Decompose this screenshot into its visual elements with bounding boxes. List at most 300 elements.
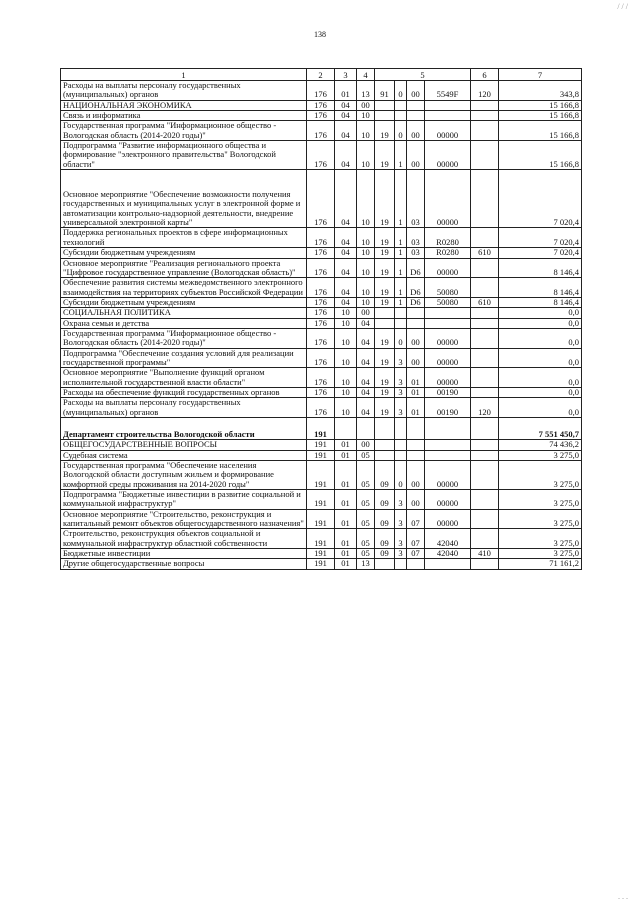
row-csr-b: 1 (395, 278, 407, 298)
row-sum: 74 436,2 (499, 440, 582, 450)
row-pr: 13 (357, 559, 375, 569)
row-csr-c (407, 318, 425, 328)
row-csr-c: 03 (407, 170, 425, 228)
row-ved: 176 (307, 387, 335, 397)
header-cell-3: 3 (335, 69, 357, 81)
row-vr: 610 (471, 297, 499, 307)
row-rz: 10 (335, 308, 357, 318)
table-row (61, 111, 582, 121)
row-csr-b (395, 318, 407, 328)
row-csr-d (425, 111, 471, 121)
row-name: Поддержка региональных проектов в сфере информационных технологий (61, 228, 307, 248)
row-csr-d: 00000 (425, 121, 471, 141)
row-name: Расходы на обеспечение функций государственных органов (61, 387, 307, 397)
row-vr (471, 509, 499, 529)
row-rz: 04 (335, 297, 357, 307)
row-sum: 0,0 (499, 328, 582, 348)
table-row (61, 278, 582, 298)
row-csr-d: 00000 (425, 141, 471, 170)
row-csr-b: 0 (395, 328, 407, 348)
row-csr-c: 01 (407, 398, 425, 418)
row-csr-a: 91 (375, 81, 395, 101)
row-csr-c: 03 (407, 228, 425, 248)
row-csr-d: 00000 (425, 170, 471, 228)
row-ved: 176 (307, 368, 335, 388)
row-rz: 01 (335, 509, 357, 529)
table-row (61, 258, 582, 278)
row-pr: 05 (357, 509, 375, 529)
row-name: Расходы на выплаты персоналу государственных (муниципальных) органов (61, 81, 307, 101)
row-sum: 71 161,2 (499, 559, 582, 569)
row-sum: 0,0 (499, 398, 582, 418)
row-csr-c: 07 (407, 529, 425, 549)
row-csr-c: 00 (407, 490, 425, 510)
table-row (61, 308, 582, 318)
row-pr: 13 (357, 81, 375, 101)
table-row (61, 440, 582, 450)
row-rz: 01 (335, 549, 357, 559)
row-sum: 8 146,4 (499, 297, 582, 307)
row-vr (471, 328, 499, 348)
row-csr-a (375, 418, 395, 440)
row-csr-c: 07 (407, 509, 425, 529)
row-name: Основное мероприятие "Строительство, реконструкция и капитальный ремонт объектов общегосударственного назначения" (61, 509, 307, 529)
row-csr-a: 19 (375, 278, 395, 298)
row-csr-b: 3 (395, 398, 407, 418)
row-pr: 04 (357, 328, 375, 348)
row-ved: 176 (307, 228, 335, 248)
row-rz: 04 (335, 278, 357, 298)
row-vr (471, 348, 499, 368)
row-csr-d: 00190 (425, 398, 471, 418)
row-name: Основное мероприятие "Реализация регионального проекта "Цифровое государственное управление (Вологодская область)" (61, 258, 307, 278)
row-csr-d (425, 440, 471, 450)
row-ved: 176 (307, 248, 335, 258)
row-pr: 10 (357, 228, 375, 248)
table-row (61, 461, 582, 490)
page-number: 138 (314, 30, 326, 39)
row-csr-c (407, 440, 425, 450)
row-rz: 01 (335, 461, 357, 490)
row-rz: 04 (335, 170, 357, 228)
row-ved: 176 (307, 141, 335, 170)
row-csr-c (407, 418, 425, 440)
row-pr: 04 (357, 348, 375, 368)
row-pr: 10 (357, 248, 375, 258)
row-csr-a: 09 (375, 529, 395, 549)
row-vr (471, 308, 499, 318)
row-csr-c: 07 (407, 549, 425, 559)
table-row (61, 141, 582, 170)
row-rz: 10 (335, 318, 357, 328)
row-rz: 04 (335, 248, 357, 258)
row-vr: 120 (471, 398, 499, 418)
row-rz: 01 (335, 81, 357, 101)
row-ved: 176 (307, 297, 335, 307)
row-vr (471, 121, 499, 141)
row-sum: 343,8 (499, 81, 582, 101)
row-csr-c: D6 (407, 278, 425, 298)
header-cell-7: 7 (499, 69, 582, 81)
row-rz: 01 (335, 450, 357, 460)
row-name: НАЦИОНАЛЬНАЯ ЭКОНОМИКА (61, 100, 307, 110)
table-row (61, 387, 582, 397)
row-pr: 05 (357, 529, 375, 549)
row-sum: 0,0 (499, 387, 582, 397)
row-ved: 191 (307, 418, 335, 440)
row-pr: 05 (357, 549, 375, 559)
row-name: СОЦИАЛЬНАЯ ПОЛИТИКА (61, 308, 307, 318)
row-name: Охрана семьи и детства (61, 318, 307, 328)
row-rz: 04 (335, 258, 357, 278)
table-row (61, 248, 582, 258)
table-row (61, 398, 582, 418)
row-csr-b: 0 (395, 121, 407, 141)
row-sum: 7 020,4 (499, 170, 582, 228)
row-vr: 410 (471, 549, 499, 559)
row-csr-a: 19 (375, 297, 395, 307)
row-csr-c: 01 (407, 368, 425, 388)
row-csr-b: 3 (395, 348, 407, 368)
table-row (61, 529, 582, 549)
row-sum: 8 146,4 (499, 258, 582, 278)
row-pr: 04 (357, 387, 375, 397)
row-ved: 176 (307, 121, 335, 141)
row-csr-d (425, 308, 471, 318)
row-ved: 191 (307, 549, 335, 559)
table-row (61, 509, 582, 529)
row-csr-d: 00000 (425, 328, 471, 348)
row-sum: 0,0 (499, 308, 582, 318)
row-rz: 10 (335, 348, 357, 368)
row-csr-a: 09 (375, 490, 395, 510)
row-csr-a: 09 (375, 461, 395, 490)
row-vr (471, 529, 499, 549)
row-csr-c: 00 (407, 121, 425, 141)
row-name: Подпрограмма "Обеспечение создания условий для реализации государственной программы" (61, 348, 307, 368)
row-sum: 0,0 (499, 348, 582, 368)
row-sum: 7 020,4 (499, 248, 582, 258)
table-header (61, 69, 582, 81)
row-csr-b: 3 (395, 368, 407, 388)
row-rz: 04 (335, 121, 357, 141)
row-ved: 176 (307, 258, 335, 278)
header-cell-4: 4 (357, 69, 375, 81)
header-cell-1: 1 (61, 69, 307, 81)
row-csr-c (407, 559, 425, 569)
row-csr-d (425, 450, 471, 460)
row-csr-b: 1 (395, 170, 407, 228)
row-csr-d: 00000 (425, 461, 471, 490)
row-csr-a (375, 559, 395, 569)
row-csr-a (375, 100, 395, 110)
table-row (61, 170, 582, 228)
row-csr-b (395, 418, 407, 440)
row-csr-a: 19 (375, 328, 395, 348)
row-vr (471, 100, 499, 110)
row-ved: 191 (307, 509, 335, 529)
row-name: Государственная программа "Информационное общество - Вологодская область (2014-2020 годы)" (61, 121, 307, 141)
row-rz: 10 (335, 398, 357, 418)
row-pr: 05 (357, 490, 375, 510)
row-csr-b (395, 308, 407, 318)
table-row (61, 318, 582, 328)
row-rz: 04 (335, 111, 357, 121)
row-pr: 04 (357, 398, 375, 418)
row-vr (471, 170, 499, 228)
row-csr-b (395, 440, 407, 450)
row-sum: 3 275,0 (499, 509, 582, 529)
row-sum: 7 551 450,7 (499, 418, 582, 440)
row-vr (471, 258, 499, 278)
row-name: Департамент строительства Вологодской области (61, 418, 307, 440)
row-name: Подпрограмма "Развитие информационного общества и формирование "электронного правительства" Вологодской области" (61, 141, 307, 170)
row-csr-d (425, 100, 471, 110)
row-sum: 3 275,0 (499, 461, 582, 490)
row-ved: 176 (307, 308, 335, 318)
row-rz (335, 418, 357, 440)
row-name: Государственная программа "Обеспечение населения Вологодской области доступным жильем и формирование комфортной среды проживания на 2014-2020 годы" (61, 461, 307, 490)
row-name: Строительство, реконструкция объектов социальной и коммунальной инфраструктур областной собственности (61, 529, 307, 549)
row-pr: 05 (357, 461, 375, 490)
row-ved: 191 (307, 490, 335, 510)
row-csr-d: 5549F (425, 81, 471, 101)
row-ved: 176 (307, 398, 335, 418)
row-name: Основное мероприятие "Выполнение функций органом исполнительной государственной власти области" (61, 368, 307, 388)
row-csr-a: 19 (375, 228, 395, 248)
row-csr-d: 00000 (425, 258, 471, 278)
row-csr-b: 1 (395, 228, 407, 248)
row-csr-a (375, 440, 395, 450)
row-pr: 10 (357, 111, 375, 121)
row-pr: 10 (357, 278, 375, 298)
header-cell-5: 5 (375, 69, 471, 81)
row-pr: 00 (357, 100, 375, 110)
row-vr: 120 (471, 81, 499, 101)
row-csr-a: 19 (375, 141, 395, 170)
row-csr-b (395, 100, 407, 110)
row-ved: 191 (307, 529, 335, 549)
row-pr: 10 (357, 121, 375, 141)
row-csr-d: 00190 (425, 387, 471, 397)
row-ved: 191 (307, 461, 335, 490)
row-csr-b: 3 (395, 529, 407, 549)
row-csr-d: R0280 (425, 248, 471, 258)
row-vr (471, 318, 499, 328)
row-name: Обеспечение развития системы межведомственного электронного взаимодействия на территориях субъектов Российской Федерации (61, 278, 307, 298)
row-pr: 04 (357, 368, 375, 388)
header-cell-6: 6 (471, 69, 499, 81)
row-sum: 15 166,8 (499, 111, 582, 121)
row-rz: 01 (335, 529, 357, 549)
row-rz: 04 (335, 141, 357, 170)
row-rz: 10 (335, 328, 357, 348)
table-row (61, 100, 582, 110)
table-row (61, 348, 582, 368)
row-name: Связь и информатика (61, 111, 307, 121)
header-cell-2: 2 (307, 69, 335, 81)
row-vr (471, 141, 499, 170)
row-rz: 01 (335, 559, 357, 569)
row-csr-c (407, 100, 425, 110)
row-vr (471, 278, 499, 298)
row-name: Субсидии бюджетным учреждениям (61, 248, 307, 258)
row-ved: 191 (307, 450, 335, 460)
row-name: Судебная система (61, 450, 307, 460)
row-csr-d: 00000 (425, 368, 471, 388)
row-csr-b: 0 (395, 461, 407, 490)
row-name: Государственная программа "Информационное общество - Вологодская область (2014-2020 годы)" (61, 328, 307, 348)
row-csr-b: 3 (395, 387, 407, 397)
row-csr-d (425, 318, 471, 328)
row-name: Бюджетные инвестиции (61, 549, 307, 559)
row-csr-a (375, 318, 395, 328)
row-csr-b: 3 (395, 509, 407, 529)
row-rz: 10 (335, 368, 357, 388)
table-row (61, 490, 582, 510)
row-csr-c: 00 (407, 348, 425, 368)
table-row (61, 297, 582, 307)
row-csr-b: 0 (395, 81, 407, 101)
table-row (61, 368, 582, 388)
row-ved: 176 (307, 318, 335, 328)
row-csr-b: 3 (395, 549, 407, 559)
row-csr-d: 00000 (425, 348, 471, 368)
row-ved: 191 (307, 559, 335, 569)
corner-mark-top: / / / (617, 2, 628, 11)
row-csr-a (375, 450, 395, 460)
row-csr-d (425, 559, 471, 569)
row-sum: 15 166,8 (499, 100, 582, 110)
row-vr (471, 368, 499, 388)
row-name: Расходы на выплаты персоналу государственных (муниципальных) органов (61, 398, 307, 418)
row-vr (471, 228, 499, 248)
row-ved: 176 (307, 348, 335, 368)
row-csr-a: 19 (375, 368, 395, 388)
row-csr-c: 00 (407, 141, 425, 170)
row-csr-c: D6 (407, 297, 425, 307)
row-vr (471, 418, 499, 440)
row-ved: 176 (307, 170, 335, 228)
row-csr-c: 00 (407, 461, 425, 490)
row-sum: 15 166,8 (499, 141, 582, 170)
row-csr-a: 09 (375, 549, 395, 559)
row-csr-d: 42040 (425, 549, 471, 559)
table-row (61, 228, 582, 248)
row-csr-b (395, 450, 407, 460)
row-sum: 3 275,0 (499, 490, 582, 510)
table-row (61, 121, 582, 141)
row-sum: 0,0 (499, 368, 582, 388)
row-csr-b (395, 559, 407, 569)
row-sum: 7 020,4 (499, 228, 582, 248)
row-pr: 10 (357, 170, 375, 228)
row-csr-d: R0280 (425, 228, 471, 248)
row-csr-d: 00000 (425, 490, 471, 510)
row-csr-a: 19 (375, 387, 395, 397)
row-rz: 01 (335, 440, 357, 450)
row-csr-a: 19 (375, 248, 395, 258)
row-csr-a: 09 (375, 509, 395, 529)
row-ved: 191 (307, 440, 335, 450)
row-csr-c: D6 (407, 258, 425, 278)
row-vr (471, 490, 499, 510)
row-csr-a: 19 (375, 258, 395, 278)
row-vr (471, 450, 499, 460)
row-sum: 8 146,4 (499, 278, 582, 298)
table-row (61, 418, 582, 440)
row-pr: 10 (357, 297, 375, 307)
table-row (61, 450, 582, 460)
row-csr-c: 00 (407, 81, 425, 101)
row-pr: 00 (357, 440, 375, 450)
row-pr: 00 (357, 308, 375, 318)
row-csr-b: 1 (395, 258, 407, 278)
row-rz: 10 (335, 387, 357, 397)
row-csr-a: 19 (375, 348, 395, 368)
row-pr: 10 (357, 141, 375, 170)
row-csr-a: 19 (375, 398, 395, 418)
row-csr-c (407, 450, 425, 460)
row-ved: 176 (307, 328, 335, 348)
row-csr-a: 19 (375, 121, 395, 141)
row-vr (471, 111, 499, 121)
table-row (61, 81, 582, 101)
row-csr-d (425, 418, 471, 440)
row-csr-b: 1 (395, 248, 407, 258)
row-csr-a (375, 111, 395, 121)
row-name: Подпрограмма "Бюджетные инвестиции в развитие социальной и коммунальной инфраструктур" (61, 490, 307, 510)
table-row (61, 328, 582, 348)
row-vr: 610 (471, 248, 499, 258)
row-vr (471, 559, 499, 569)
row-pr: 04 (357, 318, 375, 328)
table-row (61, 549, 582, 559)
row-sum: 3 275,0 (499, 450, 582, 460)
row-vr (471, 440, 499, 450)
row-vr (471, 461, 499, 490)
row-sum: 0,0 (499, 318, 582, 328)
row-rz: 04 (335, 228, 357, 248)
row-vr (471, 387, 499, 397)
row-name: Субсидии бюджетным учреждениям (61, 297, 307, 307)
row-csr-d: 50080 (425, 278, 471, 298)
budget-table (60, 68, 582, 570)
row-ved: 176 (307, 278, 335, 298)
row-name: Основное мероприятие "Обеспечение возможности получения государственных и муниципальных услуг в электронной форме и автоматизации контрольно-надзорной деятельности, внедрение универсальной электронной карты" (61, 170, 307, 228)
row-csr-c: 01 (407, 387, 425, 397)
row-csr-a: 19 (375, 170, 395, 228)
row-csr-d: 50080 (425, 297, 471, 307)
row-csr-b (395, 111, 407, 121)
row-csr-a (375, 308, 395, 318)
table-row (61, 559, 582, 569)
row-pr: 10 (357, 258, 375, 278)
row-rz: 04 (335, 100, 357, 110)
row-sum: 15 166,8 (499, 121, 582, 141)
row-rz: 01 (335, 490, 357, 510)
row-pr (357, 418, 375, 440)
row-csr-b: 1 (395, 297, 407, 307)
row-csr-d: 42040 (425, 529, 471, 549)
row-pr: 05 (357, 450, 375, 460)
row-sum: 3 275,0 (499, 529, 582, 549)
row-csr-b: 1 (395, 141, 407, 170)
row-csr-c (407, 308, 425, 318)
row-name: Другие общегосударственные вопросы (61, 559, 307, 569)
row-csr-c: 00 (407, 328, 425, 348)
row-ved: 176 (307, 111, 335, 121)
